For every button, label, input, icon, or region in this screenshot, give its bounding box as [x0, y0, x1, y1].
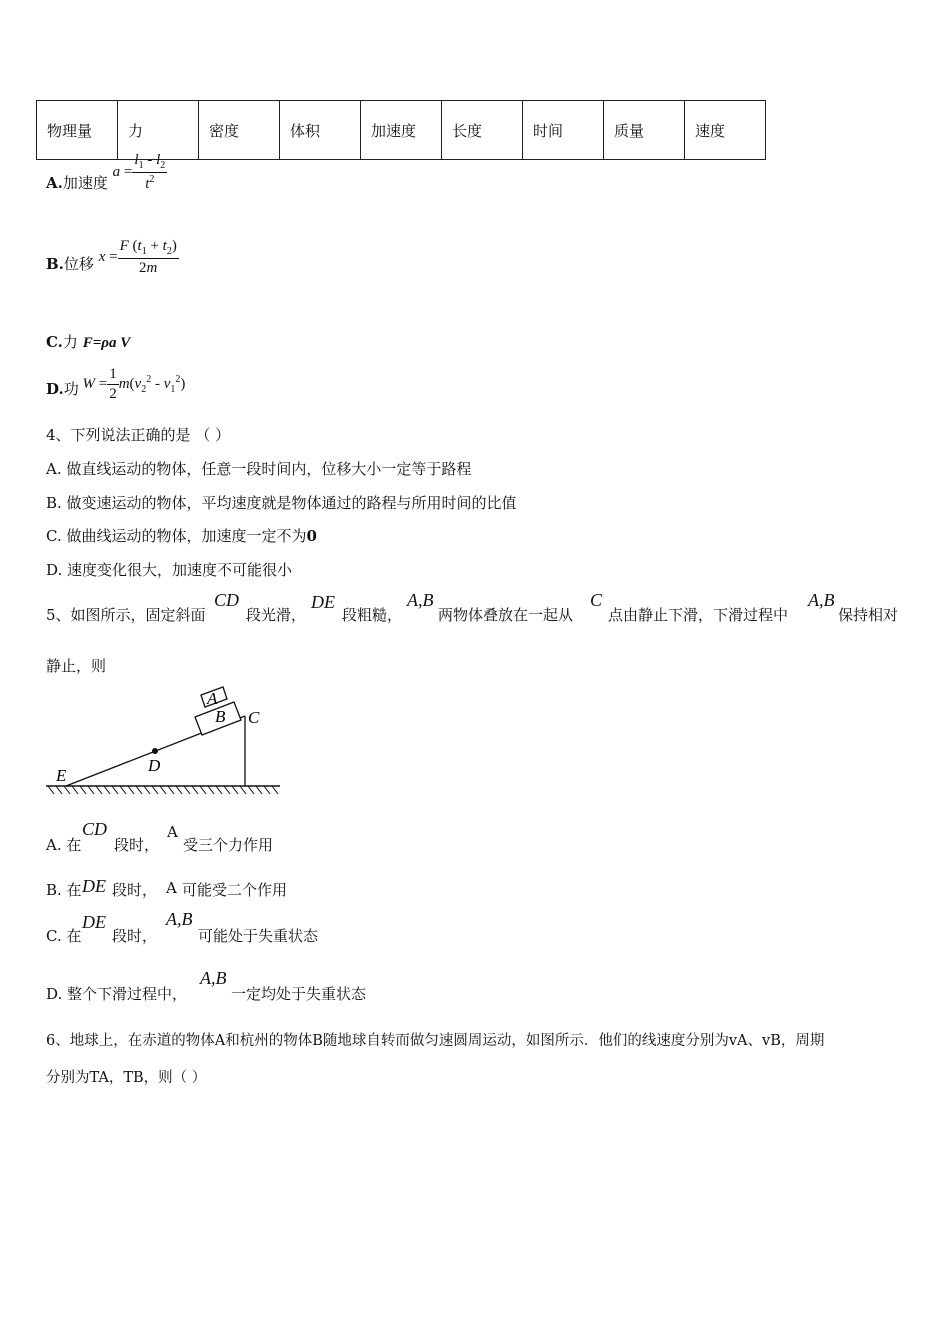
displacement-formula: x = $\frac{F (t_1 + t_2)}{2m}$ [98, 238, 177, 276]
q5-option-b-sym2: A [166, 879, 177, 897]
table-cell: 长度 [442, 101, 523, 160]
incline-diagram [40, 680, 290, 800]
q5-symbol-cd: CD [214, 590, 240, 610]
option-label: A. [46, 173, 63, 192]
option-text: 力 [62, 333, 78, 351]
q5-stem-part: 两物体叠放在一起从 [438, 606, 574, 624]
q5-stem-part: 5、如图所示，固定斜面 [46, 606, 206, 624]
label-e: E [56, 766, 67, 785]
q6-line1: 6、地球上，在赤道的物体A和杭州的物体B随地球自转而做匀速圆周运动，如图所示．他们的线速度分别为vA、vB，周期 [46, 1033, 825, 1049]
option-label: C. [46, 333, 63, 351]
q5-stem-part: 保持相对 [838, 606, 899, 624]
work-formula: W = $\frac{1}{2}$ $m(v_2^2 - v_1^2)$ [82, 366, 186, 402]
physical-quantity-table [36, 100, 766, 160]
zero-value: 0 [306, 527, 317, 545]
label-d: D [148, 756, 161, 775]
q5-option-a-post: 受三个力作用 [183, 836, 274, 854]
q5-option-a-sym2: A [167, 823, 178, 841]
table-cell: 密度 [199, 101, 280, 160]
q5-option-c-pre: C. 在 [46, 927, 82, 945]
q4-option-b: B. 做变速运动的物体，平均速度就是物体通过的路程与所用时间的比值 [46, 494, 517, 512]
q5-option-c-post: 可能处于失重状态 [198, 927, 319, 945]
force-formula: F=ρa V [82, 335, 131, 351]
q5-option-d-post: 一定均处于失重状态 [231, 985, 367, 1003]
q5-option-c-sym: DE [82, 912, 106, 932]
q5-stem-part: 段粗糙， [342, 606, 403, 624]
point-d [152, 748, 158, 754]
table-cell: 体积 [280, 101, 361, 160]
option-text: C. 做曲线运动的物体，加速度一定不为 [46, 527, 307, 545]
q5-option-b-post: 可能受二个作用 [182, 881, 288, 899]
q3-option-c [46, 331, 130, 352]
label-a: A [207, 689, 218, 708]
q5-option-a-sym: CD [82, 819, 108, 839]
q3-option-d [46, 366, 185, 403]
table-cell: 速度 [685, 101, 766, 160]
ground-hatching [48, 786, 278, 794]
q5-symbol-c: C [590, 590, 603, 610]
option-text: 加速度 [62, 173, 108, 192]
q4-option-a: A. 做直线运动的物体，任意一段时间内，位移大小一定等于路程 [46, 460, 472, 478]
table-cell: 加速度 [361, 101, 442, 160]
table-row [37, 101, 766, 160]
q5-option-a-mid: 段时， [114, 836, 160, 854]
q5-option-d-pre: D. 整个下滑过程中， [46, 985, 188, 1003]
table-cell: 物理量 [37, 101, 118, 160]
option-label: B. [46, 254, 64, 273]
table-cell: 力 [118, 101, 199, 160]
q5-option-b-pre: B. 在 [46, 881, 82, 899]
q5-option-a-pre: A. 在 [46, 836, 82, 854]
option-text: 功 [63, 379, 79, 398]
q5-stem-part: 段光滑， [246, 606, 307, 624]
q5-option-d-sym: A,B [200, 968, 227, 988]
table-cell: 时间 [523, 101, 604, 160]
q4-option-c [46, 525, 317, 546]
option-label: D. [46, 379, 64, 398]
q5-stem-line2: 静止，则 [46, 657, 107, 675]
q5-symbol-ab: A,B [407, 590, 434, 610]
label-b: B [215, 707, 226, 726]
q5-option-c-mid: 段时， [112, 927, 158, 945]
q6-line2: 分别为TA，TB，则（ ） [46, 1070, 207, 1086]
q5-option-b-sym: DE [82, 876, 106, 896]
table-cell: 质量 [604, 101, 685, 160]
q5-stem-part: 点由静止下滑，下滑过程中 [608, 606, 789, 624]
q3-option-b [46, 238, 179, 285]
q5-symbol-ab: A,B [808, 590, 835, 610]
q5-option-b-mid: 段时， [112, 881, 158, 899]
q4-option-d: D. 速度变化很大，加速度不可能很小 [46, 561, 293, 579]
q4-stem: 4、下列说法正确的是 （ ） [46, 426, 231, 444]
q3-option-a [46, 152, 167, 205]
acceleration-formula: a = $\frac{l_1 - l_2}{t^2}$ [112, 152, 166, 192]
label-c: C [248, 708, 260, 727]
q5-symbol-de: DE [311, 592, 335, 612]
option-text: 位移 [63, 254, 94, 273]
q5-option-c-sym2: A,B [166, 909, 193, 929]
